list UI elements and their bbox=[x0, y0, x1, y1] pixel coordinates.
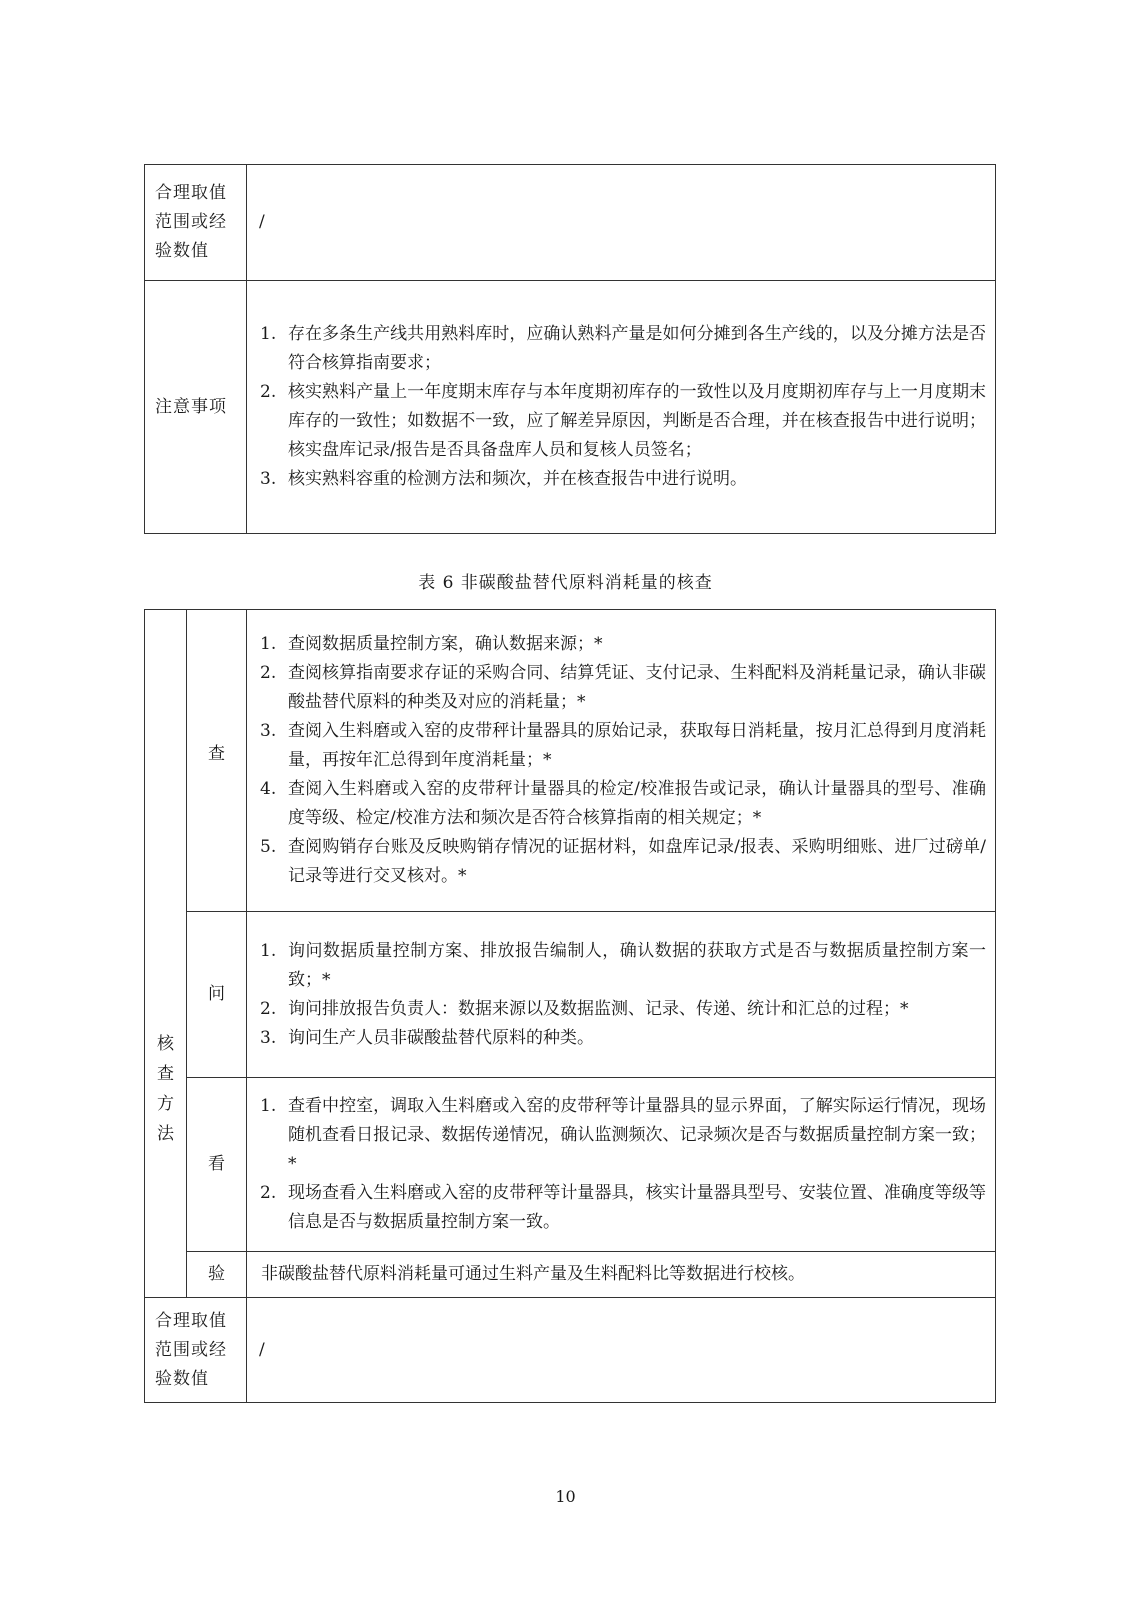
list-item: 1. 查看中控室，调取入生料磨或入窑的皮带秤等计量器具的显示界面，了解实际运行情况，现场随机查看日报记录、数据传递情况，确认监测频次、记录频次是否与数据质量控制方案一致；* bbox=[260, 1096, 986, 1174]
list-item: 3. 核实熟料容重的检测方法和频次，并在核查报告中进行说明。 bbox=[260, 469, 747, 489]
range-label-bottom: 合理取值范围或经验数值 bbox=[145, 1298, 247, 1403]
ask-row bbox=[145, 912, 996, 1078]
list-item: 1. 询问数据质量控制方案、排放报告编制人，确认数据的获取方式是否与数据质量控制方案一致；* bbox=[260, 940, 986, 990]
look-cell bbox=[247, 1078, 996, 1252]
list-item: 1. 存在多条生产线共用熟料库时，应确认熟料产量是如何分摊到各生产线的，以及分摊方法是否符合核算指南要求； bbox=[260, 324, 986, 373]
range-value: / bbox=[247, 165, 996, 281]
range-value-bottom: / bbox=[247, 1298, 996, 1403]
look-list bbox=[248, 1092, 994, 1237]
list-item: 2. 查阅核算指南要求存证的采购合同、结算凭证、支付记录、生料配料及消耗量记录，确认非碳酸盐替代原料的种类及对应的消耗量；* bbox=[260, 663, 986, 712]
ask-cell bbox=[247, 912, 996, 1078]
list-item: 1. 查阅数据质量控制方案，确认数据来源；* bbox=[260, 634, 603, 654]
table-bottom bbox=[144, 609, 996, 1403]
notes-row bbox=[145, 281, 996, 534]
check-cell bbox=[247, 610, 996, 912]
notes-cell bbox=[247, 281, 996, 534]
check-list bbox=[248, 630, 994, 891]
table-top bbox=[144, 164, 996, 534]
list-item: 4. 查阅入生料磨或入窑的皮带秤计量器具的检定/校准报告或记录，确认计量器具的型号、准确度等级、检定/校准方法和频次是否符合核算指南的相关规定；* bbox=[260, 779, 986, 828]
list-item: 2. 核实熟料产量上一年度期末库存与本年度期初库存的一致性以及月度期初库存与上一月度期末库存的一致性；如数据不一致，应了解差异原因，判断是否合理，并在核查报告中进行说明；核实盘库记录/报告是否具备盘库人员和复核人员签名； bbox=[260, 382, 986, 460]
list-item: 2. 现场查看入生料磨或入窑的皮带秤等计量器具，核实计量器具型号、安装位置、准确度等级等信息是否与数据质量控制方案一致。 bbox=[260, 1183, 986, 1232]
look-label: 看 bbox=[187, 1078, 247, 1252]
ask-list bbox=[248, 937, 994, 1053]
list-item: 5. 查阅购销存台账及反映购销存情况的证据材料，如盘库记录/报表、采购明细账、进厂过磅单/记录等进行交叉核对。* bbox=[260, 837, 986, 886]
verify-row bbox=[145, 1252, 996, 1298]
notes-list bbox=[248, 320, 994, 494]
look-row bbox=[145, 1078, 996, 1252]
page-number: 10 bbox=[555, 1487, 576, 1506]
check-label: 查 bbox=[187, 610, 247, 912]
check-row bbox=[145, 610, 996, 912]
list-item: 3. 询问生产人员非碳酸盐替代原料的种类。 bbox=[260, 1027, 594, 1048]
verify-label: 验 bbox=[187, 1252, 247, 1298]
range-row bbox=[145, 165, 996, 281]
range-label: 合理取值范围或经验数值 bbox=[145, 165, 247, 281]
range-row-bottom bbox=[145, 1298, 996, 1403]
ask-label: 问 bbox=[187, 912, 247, 1078]
notes-label: 注意事项 bbox=[145, 281, 247, 534]
method-label: 核 查 方 法 bbox=[145, 610, 187, 1298]
verify-text: 非碳酸盐替代原料消耗量可通过生料产量及生料配料比等数据进行校核。 bbox=[247, 1252, 996, 1298]
list-item: 3. 查阅入生料磨或入窑的皮带秤计量器具的原始记录，获取每日消耗量，按月汇总得到月度消耗量，再按年汇总得到年度消耗量；* bbox=[260, 721, 986, 770]
table-caption: 表 6 非碳酸盐替代原料消耗量的核查 bbox=[418, 573, 713, 593]
list-item: 2. 询问排放报告负责人：数据来源以及数据监测、记录、传递、统计和汇总的过程；* bbox=[260, 998, 909, 1019]
